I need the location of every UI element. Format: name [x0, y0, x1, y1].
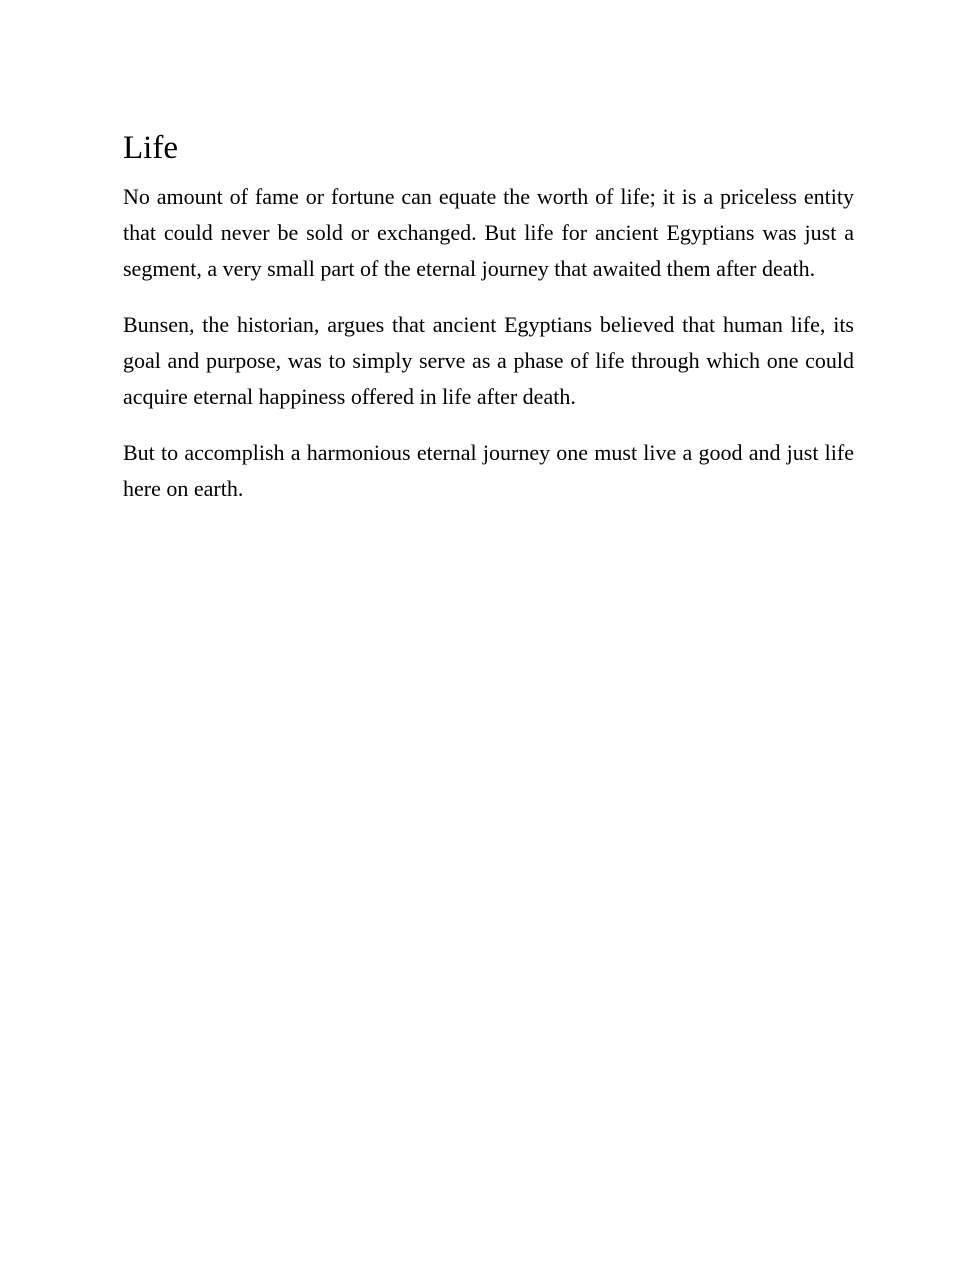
paragraph: Bunsen, the historian, argues that ancient Egyptians believed that human life, its goal and purpose, was to simply serve as a phase of life through which one could acquire eternal happiness offered in life after death. — [123, 312, 854, 409]
paragraph: No amount of fame or fortune can equate the worth of life; it is a priceless entity that could never be sold or exchanged. But life for ancient Egyptians was just a segment, a very small part of the eternal journey that awaited them after death. — [123, 184, 854, 281]
page-title: Life — [123, 130, 178, 166]
paragraph: But to accomplish a harmonious eternal journey one must live a good and just life here on earth. — [123, 440, 854, 501]
document-page — [123, 126, 854, 527]
